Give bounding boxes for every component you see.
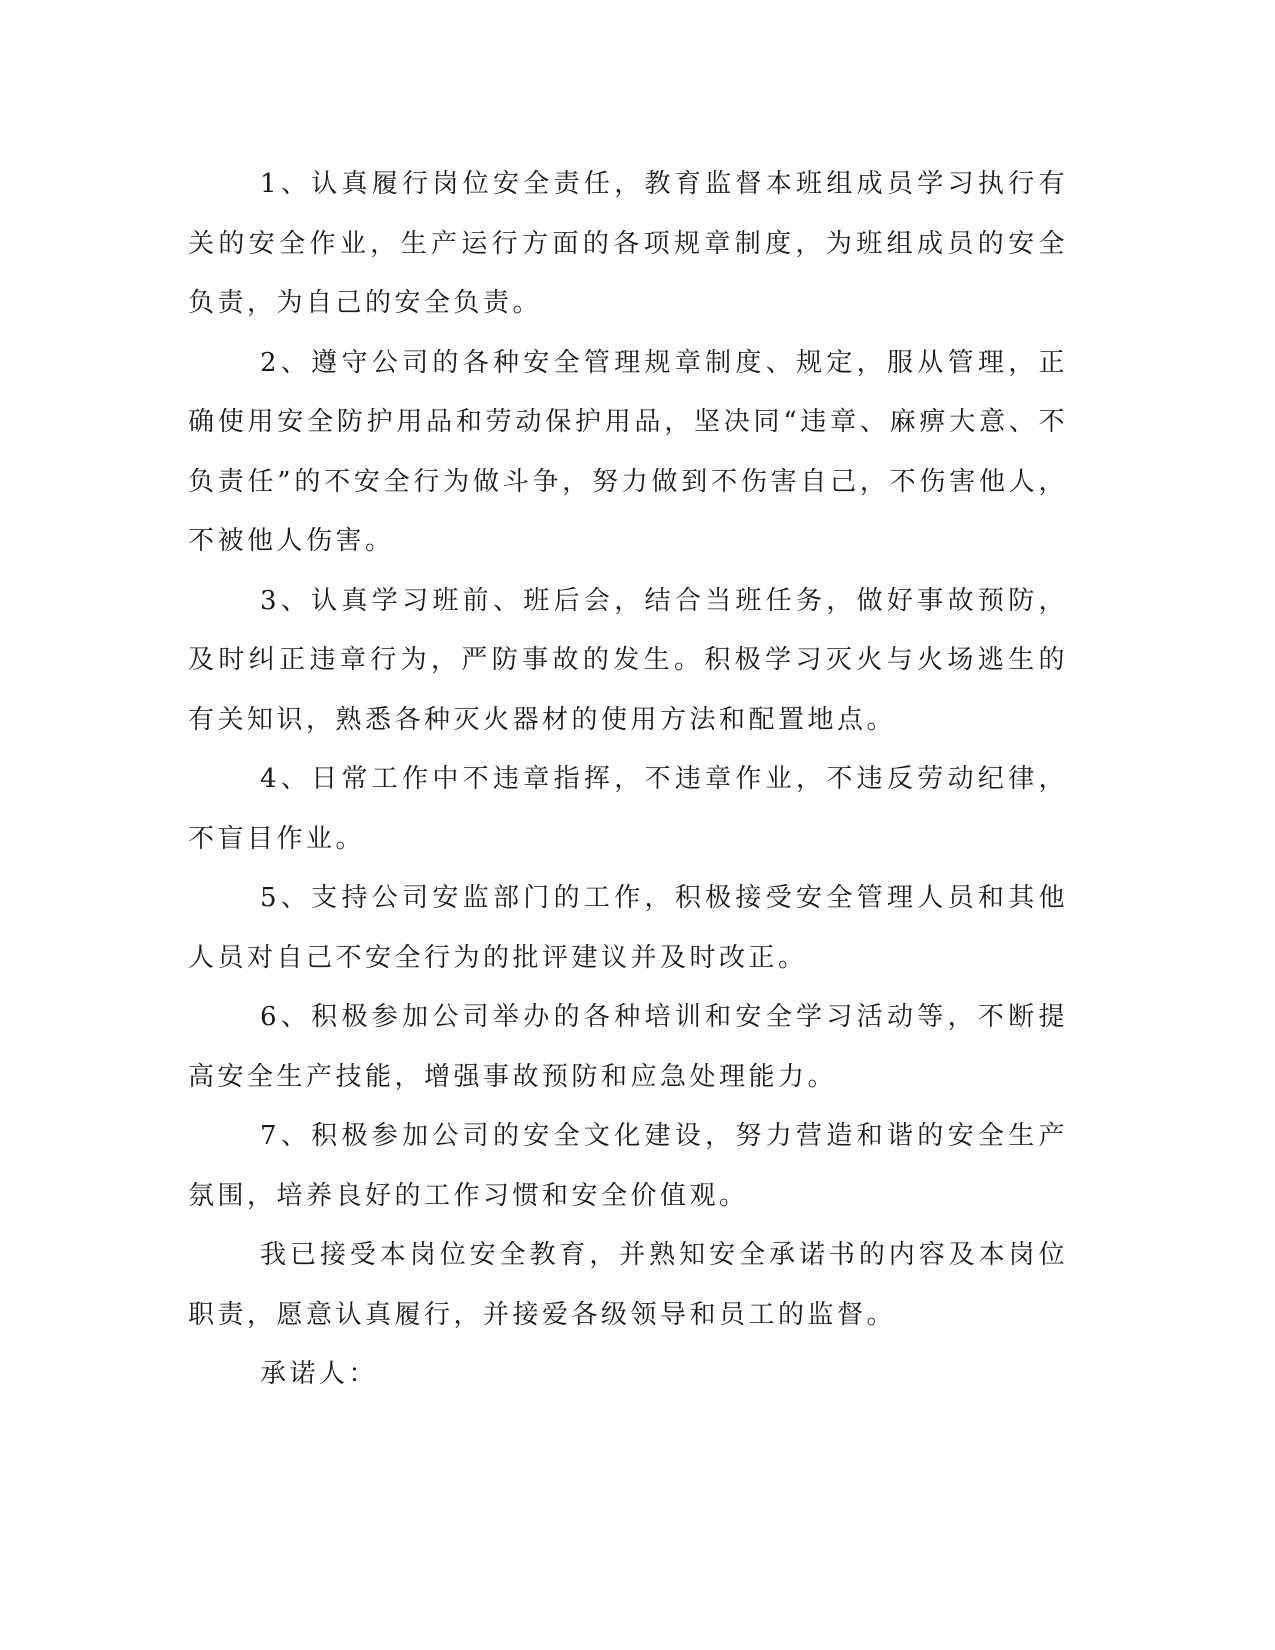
clause-1: 1、认真履行岗位安全责任，教育监督本班组成员学习执行有关的安全作业，生产运行方面的各项规章制度，为班组成员的安全负责，为自己的安全负责。 [188, 169, 1068, 318]
clause-2: 2、遵守公司的各种安全管理规章制度、规定，服从管理，正确使用安全防护用品和劳动保护用品，坚决同“违章、麻痹大意、不负责任”的不安全行为做斗争，努力做到不伤害自己，不伤害他人，不被他人伤害。 [188, 347, 1068, 556]
clause-4: 4、日常工作中不违章指挥，不违章作业，不违反劳动纪律，不盲目作业。 [188, 764, 1068, 854]
signature-label: 承诺人： [260, 1359, 379, 1389]
clause-7: 7、积极参加公司的安全文化建设，努力营造和谐的安全生产氛围，培养良好的工作习惯和安全价值观。 [188, 1121, 1068, 1211]
acknowledgement-paragraph: 我已接受本岗位安全教育，并熟知安全承诺书的内容及本岗位职责，愿意认真履行，并接爱各级领导和员工的监督。 [188, 1240, 1068, 1330]
clause-5: 5、支持公司安监部门的工作，积极接受安全管理人员和其他人员对自己不安全行为的批评建议并及时改正。 [188, 883, 1068, 973]
clause-6: 6、积极参加公司举办的各种培训和安全学习活动等，不断提高安全生产技能，增强事故预防和应急处理能力。 [188, 1002, 1068, 1092]
document-body [188, 155, 1068, 1405]
clause-3: 3、认真学习班前、班后会，结合当班任务，做好事故预防，及时纠正违章行为，严防事故的发生。积极学习灭火与火场逃生的有关知识，熟悉各种灭火器材的使用方法和配置地点。 [188, 585, 1068, 735]
